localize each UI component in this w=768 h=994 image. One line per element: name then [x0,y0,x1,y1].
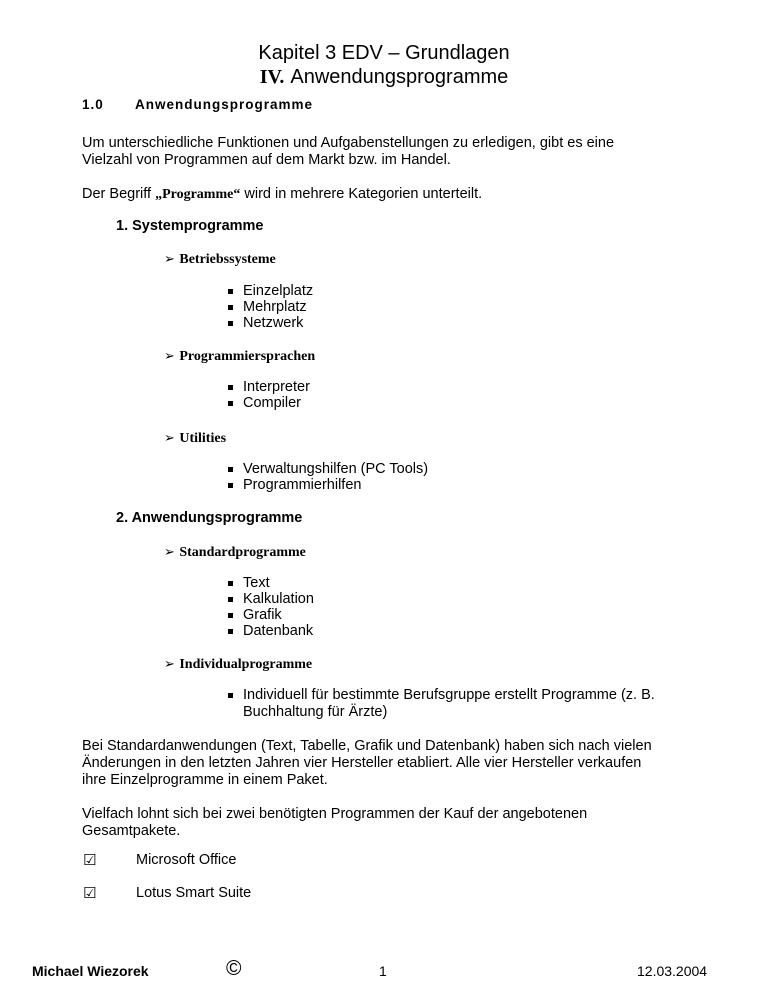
bullet-square-icon [228,385,233,390]
begriff-word: „Programme“ [155,187,241,202]
checkbox-checked-icon: ☑ [83,851,97,869]
checklist-item: Microsoft Office [136,852,237,868]
list-item: Kalkulation [243,591,314,607]
paragraph-1-line-1: Bei Standardanwendungen (Text, Tabelle, Grafik und Datenbank) haben sich nach vielen [82,738,652,754]
roman-numeral: IV. [259,66,285,88]
bullet-square-icon [228,693,233,698]
checklist-item: Lotus Smart Suite [136,885,252,901]
bullet-square-icon [228,305,233,310]
arrow-icon: ➢ [164,348,175,363]
group-title: Programmiersprachen [179,349,316,364]
group-utilities [164,429,226,447]
begriff-sentence [82,186,482,203]
group-title: Standardprogramme [179,545,306,560]
group-title: Betriebssysteme [179,252,276,267]
begriff-pre: Der Begriff [82,186,156,202]
paragraph-2-line-2: Gesamtpakete. [82,823,181,839]
intro-line-1: Um unterschiedliche Funktionen und Aufgabenstellungen zu erledigen, gibt es eine [82,135,615,151]
intro-line-2: Vielzahl von Programmen auf dem Markt bzw. im Handel. [82,152,451,168]
arrow-icon: ➢ [164,430,175,445]
copyright-icon: © [226,957,242,980]
category-2-heading: 2. Anwendungsprogramme [116,510,303,526]
group-title: Individualprogramme [179,657,313,672]
paragraph-1-line-2: Änderungen in den letzten Jahren vier Hersteller etabliert. Alle vier Hersteller verkaufen [82,755,642,771]
list-item: Mehrplatz [243,299,307,315]
group-individualprogramme [164,655,312,673]
list-item: Grafik [243,607,282,623]
bullet-square-icon [228,613,233,618]
section-number: 1.0 [82,97,104,112]
bullet-square-icon [228,581,233,586]
list-item: Verwaltungshilfen (PC Tools) [243,461,429,477]
paragraph-1-line-3: ihre Einzelprogramme in einem Paket. [82,772,328,788]
list-item: Netzwerk [243,315,304,331]
paragraph-2-line-1: Vielfach lohnt sich bei zwei benötigten Programmen der Kauf der angebotenen [82,806,588,822]
bullet-square-icon [228,467,233,472]
list-item: Text [243,575,270,591]
footer-author: Michael Wiezorek [32,963,149,979]
group-betriebssysteme [164,250,276,268]
arrow-icon: ➢ [164,656,175,671]
footer-date: 12.03.2004 [637,963,708,979]
list-item: Datenbank [243,623,314,639]
list-item: Programmierhilfen [243,477,362,493]
bullet-square-icon [228,629,233,634]
group-programmiersprachen [164,347,315,365]
title-line-2 [0,64,768,90]
list-item: Einzelplatz [243,283,314,299]
footer-page-number: 1 [379,963,387,979]
bullet-square-icon [228,483,233,488]
arrow-icon: ➢ [164,544,175,559]
bullet-square-icon [228,401,233,406]
list-item: Compiler [243,395,302,411]
bullet-square-icon [228,597,233,602]
checkbox-checked-icon: ☑ [83,884,97,902]
title-line-1: Kapitel 3 EDV – Grundlagen [258,42,510,64]
arrow-icon: ➢ [164,251,175,266]
group-standardprogramme [164,543,306,561]
group-title: Utilities [179,431,227,446]
title-line-2-text: Anwendungsprogramme [290,66,509,88]
category-1-heading: 1. Systemprogramme [116,218,264,234]
list-item-line-1: Individuell für bestimmte Berufsgruppe erstellt Programme (z. B. [243,687,655,703]
bullet-square-icon [228,289,233,294]
list-item-line-2: Buchhaltung für Ärzte) [243,704,388,720]
list-item: Interpreter [243,379,310,395]
section-title: Anwendungsprogramme [135,97,314,112]
begriff-post: wird in mehrere Kategorien unterteilt. [240,186,483,202]
bullet-square-icon [228,321,233,326]
